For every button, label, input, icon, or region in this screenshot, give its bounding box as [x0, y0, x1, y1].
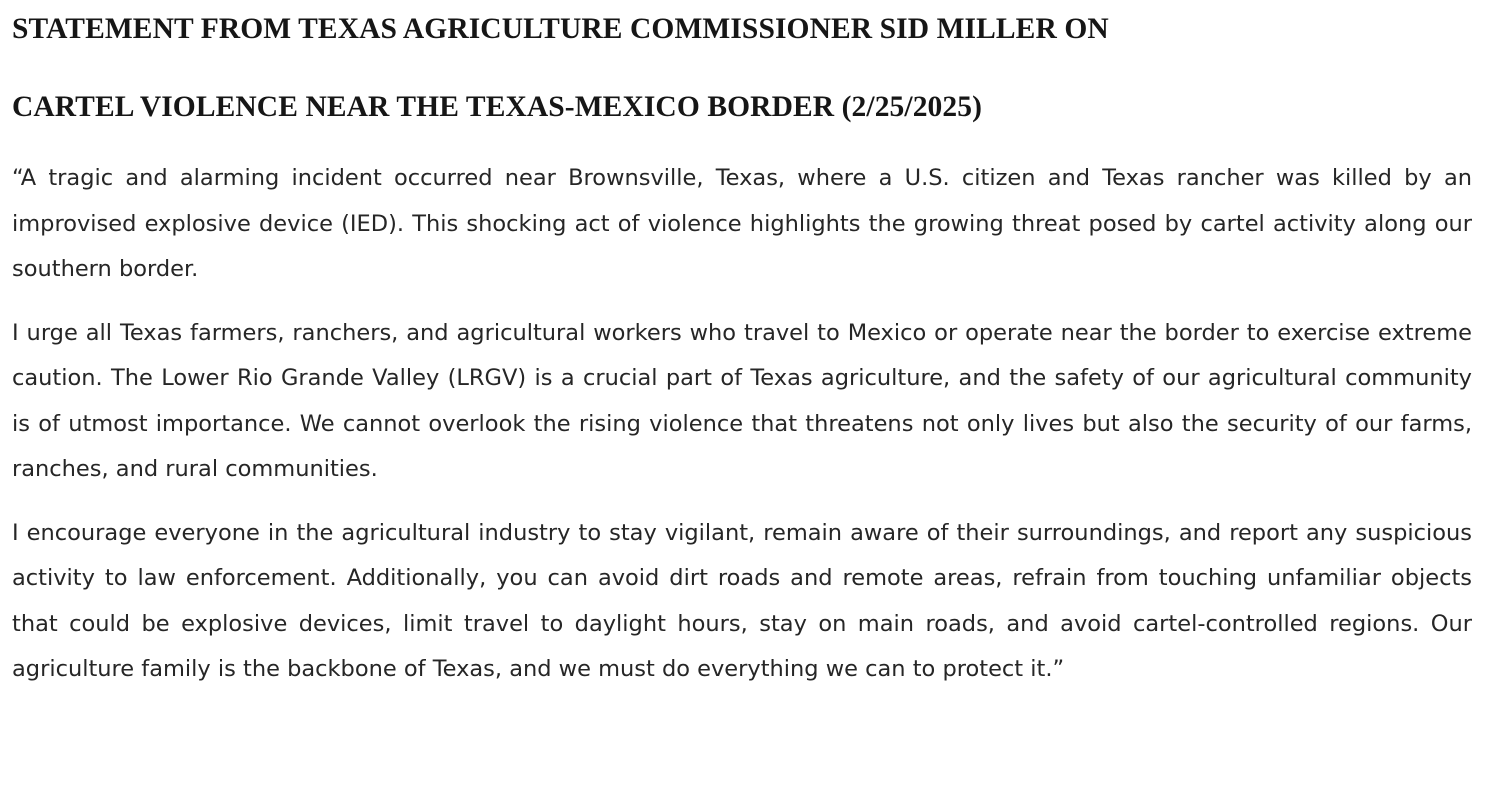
statement-document — [12, 0, 1472, 693]
paragraph-3: I encourage everyone in the agricultural industry to stay vigilant, remain aware of their surroundings, and report any suspicious activity to law enforcement. Additionally, you can avoid dirt roads and remote areas, refrain from touching unfamiliar objects that could be explosive devices, limit travel to daylight hours, stay on main roads, and avoid cartel-controlled regions. Our agriculture family is the backbone of Texas, and we must do everything we can to protect it.” — [12, 519, 1472, 682]
paragraph-1: “A tragic and alarming incident occurred near Brownsville, Texas, where a U.S. citizen and Texas rancher was killed by an improvised explosive device (IED). This shocking act of violence highlights the growing threat posed by cartel activity along our southern border. — [12, 165, 1472, 282]
paragraph-2: I urge all Texas farmers, ranchers, and agricultural workers who travel to Mexico or operate near the border to exercise extreme caution. The Lower Rio Grande Valley (LRGV) is a crucial part of Texas agriculture, and the safety of our agricultural community is of utmost importance. We cannot overlook the rising violence that threatens not only lives but also the security of our farms, ranches, and rural communities. — [12, 319, 1472, 482]
title-line-1: STATEMENT FROM TEXAS AGRICULTURE COMMISSIONER SID MILLER ON — [12, 13, 1109, 45]
statement-title — [12, 8, 1472, 128]
title-line-2: CARTEL VIOLENCE NEAR THE TEXAS-MEXICO BORDER (2/25/2025) — [12, 91, 983, 123]
